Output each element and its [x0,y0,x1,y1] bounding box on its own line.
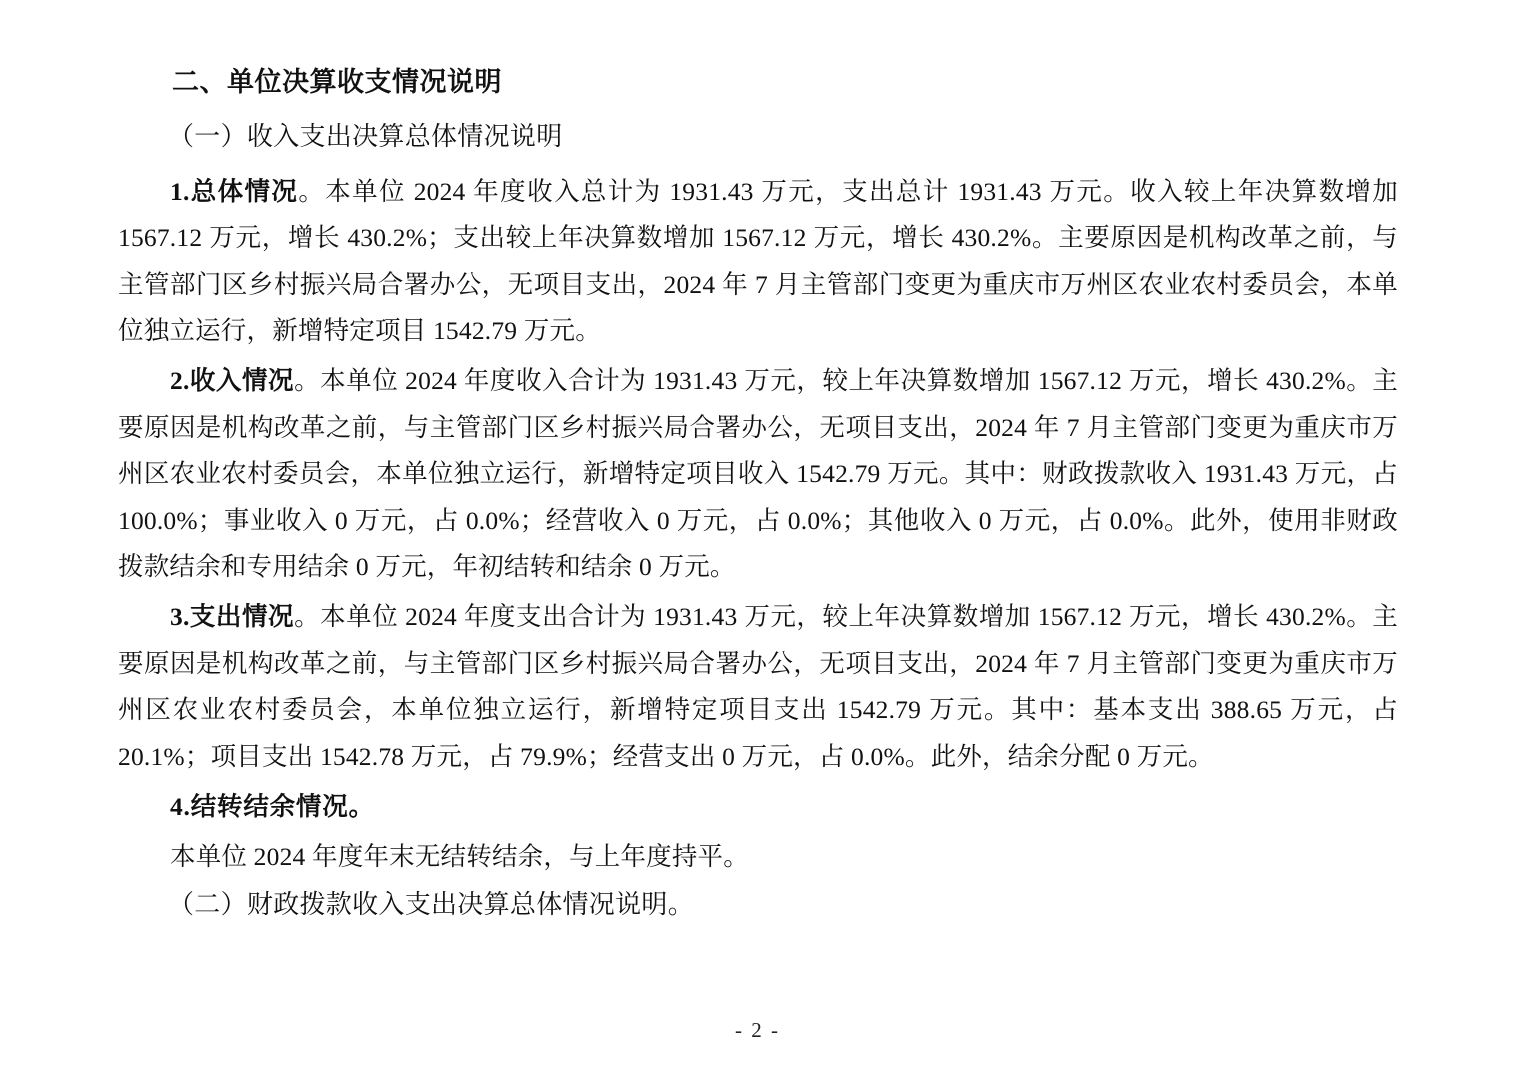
paragraph-lead-1: 1.总体情况 [170,176,299,206]
section-heading: 二、单位决算收支情况说明 [172,67,502,97]
document-body [118,62,1398,925]
paragraph-overall-situation [118,169,1398,355]
paragraph-text-2: 。本单位 2024 年度收入合计为 1931.43 万元，较上年决算数增加 1567.12 万元，增长 430.2%。主要原因是机构改革之前，与主管部门区乡村振兴局合署办公，无项目支出，2024 年 7 月主管部门变更为重庆市万州区农业农村委员会，本单位独立运行，新增特定项目收入 1542.79 万元。其中：财政拨款收入 1931.43 万元，占 100.0%；事业收入 0 万元，占 0.0%；经营收入 0 万元，占 0.0%；其他收入 0 万元，占 0.0%。此外，使用非财政拨款结余和专用结余 0 万元，年初结转和结余 0 万元。 [118,366,1398,582]
paragraph-lead-3: 3.支出情况 [170,602,295,632]
paragraph-text-3: 。本单位 2024 年度支出合计为 1931.43 万元，较上年决算数增加 1567.12 万元，增长 430.2%。主要原因是机构改革之前，与主管部门区乡村振兴局合署办公，无项目支出，2024 年 7 月主管部门变更为重庆市万州区农业农村委员会，本单位独立运行，新增特定项目支出 1542.79 万元。其中：基本支出 388.65 万元，占 20.1%；项目支出 1542.78 万元，占 79.9%；经营支出 0 万元，占 0.0%。此外，结余分配 0 万元。 [118,602,1398,771]
paragraph-carryover-heading: 4.结转结余情况。 [170,792,375,822]
paragraph-expenditure-situation [118,594,1398,780]
page-number: - 2 - [735,1018,780,1042]
subsection-heading-1: （一）收入支出决算总体情况说明 [168,121,563,151]
paragraph-carryover-text: 本单位 2024 年度年末无结转结余，与上年度持平。 [170,842,749,872]
paragraph-income-situation [118,358,1398,590]
paragraph-lead-2: 2.收入情况 [170,366,295,396]
paragraph-text-1: 。本单位 2024 年度收入总计为 1931.43 万元，支出总计 1931.43 万元。收入较上年决算数增加 1567.12 万元，增长 430.2%；支出较上年决算数增加 1567.12 万元，增长 430.2%。主要原因是机构改革之前，与主管部门区乡村振兴局合署办公，无项目支出，2024 年 7 月主管部门变更为重庆市万州区农业农村委员会，本单位独立运行，新增特定项目 1542.79 万元。 [118,176,1398,346]
subsection-heading-2: （二）财政拨款收入支出决算总体情况说明。 [168,889,695,919]
